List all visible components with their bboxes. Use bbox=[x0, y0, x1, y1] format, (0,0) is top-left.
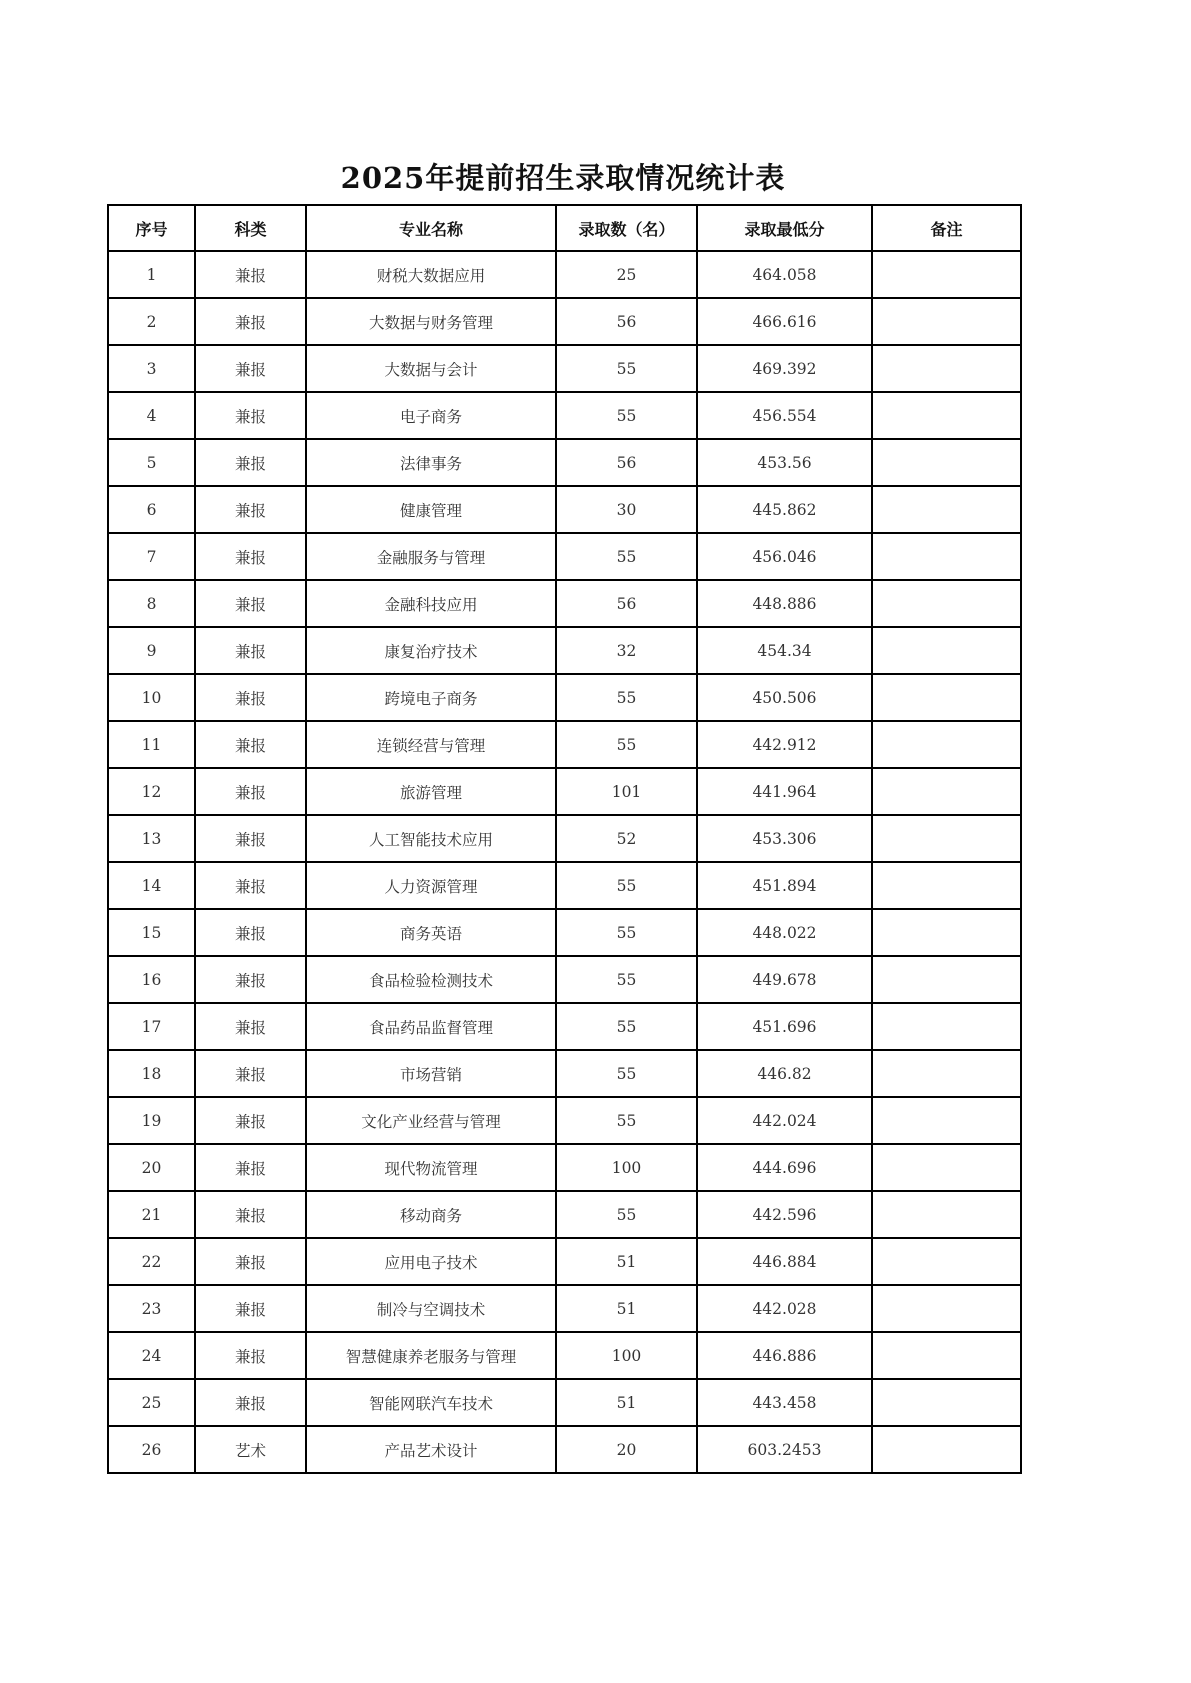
cell-serial-number: 21 bbox=[108, 1191, 195, 1238]
cell-serial-number: 24 bbox=[108, 1332, 195, 1379]
cell-min-score: 449.678 bbox=[697, 956, 872, 1003]
cell-category: 兼报 bbox=[195, 345, 306, 392]
cell-serial-number: 23 bbox=[108, 1285, 195, 1332]
cell-category: 兼报 bbox=[195, 251, 306, 298]
table-row bbox=[108, 486, 1021, 533]
cell-admission-count: 100 bbox=[556, 1144, 697, 1191]
cell-min-score: 453.306 bbox=[697, 815, 872, 862]
table-row bbox=[108, 1426, 1021, 1473]
cell-serial-number: 16 bbox=[108, 956, 195, 1003]
table-header-row bbox=[108, 205, 1021, 251]
cell-admission-count: 55 bbox=[556, 862, 697, 909]
cell-serial-number: 12 bbox=[108, 768, 195, 815]
table-row bbox=[108, 1003, 1021, 1050]
cell-major-name: 财税大数据应用 bbox=[306, 251, 556, 298]
cell-category: 兼报 bbox=[195, 1332, 306, 1379]
cell-remarks bbox=[872, 1144, 1021, 1191]
cell-remarks bbox=[872, 768, 1021, 815]
cell-major-name: 人力资源管理 bbox=[306, 862, 556, 909]
cell-major-name: 智慧健康养老服务与管理 bbox=[306, 1332, 556, 1379]
table-row bbox=[108, 392, 1021, 439]
cell-major-name: 跨境电子商务 bbox=[306, 674, 556, 721]
cell-serial-number: 13 bbox=[108, 815, 195, 862]
cell-serial-number: 8 bbox=[108, 580, 195, 627]
cell-admission-count: 55 bbox=[556, 721, 697, 768]
header-major-name: 专业名称 bbox=[306, 205, 556, 251]
document-title: 2025年提前招生录取情况统计表 bbox=[340, 161, 786, 195]
cell-remarks bbox=[872, 1238, 1021, 1285]
cell-admission-count: 100 bbox=[556, 1332, 697, 1379]
cell-admission-count: 101 bbox=[556, 768, 697, 815]
table-row bbox=[108, 1238, 1021, 1285]
table-row bbox=[108, 768, 1021, 815]
table-row bbox=[108, 439, 1021, 486]
cell-major-name: 制冷与空调技术 bbox=[306, 1285, 556, 1332]
cell-remarks bbox=[872, 1191, 1021, 1238]
cell-major-name: 现代物流管理 bbox=[306, 1144, 556, 1191]
cell-admission-count: 55 bbox=[556, 533, 697, 580]
cell-remarks bbox=[872, 533, 1021, 580]
cell-min-score: 446.886 bbox=[697, 1332, 872, 1379]
cell-admission-count: 55 bbox=[556, 909, 697, 956]
table-row bbox=[108, 298, 1021, 345]
cell-serial-number: 2 bbox=[108, 298, 195, 345]
cell-major-name: 大数据与财务管理 bbox=[306, 298, 556, 345]
cell-remarks bbox=[872, 674, 1021, 721]
table-row bbox=[108, 345, 1021, 392]
cell-serial-number: 19 bbox=[108, 1097, 195, 1144]
cell-admission-count: 55 bbox=[556, 1050, 697, 1097]
cell-serial-number: 11 bbox=[108, 721, 195, 768]
cell-category: 兼报 bbox=[195, 1144, 306, 1191]
cell-admission-count: 55 bbox=[556, 1097, 697, 1144]
cell-remarks bbox=[872, 298, 1021, 345]
cell-serial-number: 6 bbox=[108, 486, 195, 533]
table-row bbox=[108, 721, 1021, 768]
cell-serial-number: 17 bbox=[108, 1003, 195, 1050]
cell-serial-number: 26 bbox=[108, 1426, 195, 1473]
cell-min-score: 442.912 bbox=[697, 721, 872, 768]
cell-major-name: 金融服务与管理 bbox=[306, 533, 556, 580]
header-min-score: 录取最低分 bbox=[697, 205, 872, 251]
cell-min-score: 445.862 bbox=[697, 486, 872, 533]
cell-serial-number: 9 bbox=[108, 627, 195, 674]
cell-category: 兼报 bbox=[195, 1003, 306, 1050]
table-row bbox=[108, 251, 1021, 298]
cell-category: 兼报 bbox=[195, 1379, 306, 1426]
cell-min-score: 451.894 bbox=[697, 862, 872, 909]
table-row bbox=[108, 1050, 1021, 1097]
cell-remarks bbox=[872, 627, 1021, 674]
cell-category: 兼报 bbox=[195, 674, 306, 721]
table-row bbox=[108, 815, 1021, 862]
cell-min-score: 444.696 bbox=[697, 1144, 872, 1191]
cell-major-name: 金融科技应用 bbox=[306, 580, 556, 627]
cell-category: 兼报 bbox=[195, 956, 306, 1003]
cell-major-name: 康复治疗技术 bbox=[306, 627, 556, 674]
cell-major-name: 产品艺术设计 bbox=[306, 1426, 556, 1473]
cell-admission-count: 55 bbox=[556, 956, 697, 1003]
cell-category: 兼报 bbox=[195, 627, 306, 674]
cell-remarks bbox=[872, 251, 1021, 298]
cell-serial-number: 10 bbox=[108, 674, 195, 721]
table-row bbox=[108, 956, 1021, 1003]
header-serial-number: 序号 bbox=[108, 205, 195, 251]
cell-remarks bbox=[872, 486, 1021, 533]
cell-major-name: 智能网联汽车技术 bbox=[306, 1379, 556, 1426]
cell-remarks bbox=[872, 721, 1021, 768]
cell-major-name: 食品药品监督管理 bbox=[306, 1003, 556, 1050]
cell-category: 兼报 bbox=[195, 1050, 306, 1097]
cell-admission-count: 56 bbox=[556, 580, 697, 627]
cell-major-name: 连锁经营与管理 bbox=[306, 721, 556, 768]
cell-major-name: 大数据与会计 bbox=[306, 345, 556, 392]
cell-serial-number: 18 bbox=[108, 1050, 195, 1097]
cell-category: 兼报 bbox=[195, 533, 306, 580]
cell-serial-number: 7 bbox=[108, 533, 195, 580]
cell-serial-number: 1 bbox=[108, 251, 195, 298]
cell-admission-count: 51 bbox=[556, 1285, 697, 1332]
header-admission-count: 录取数（名） bbox=[556, 205, 697, 251]
cell-category: 兼报 bbox=[195, 1097, 306, 1144]
cell-major-name: 商务英语 bbox=[306, 909, 556, 956]
cell-min-score: 454.34 bbox=[697, 627, 872, 674]
cell-serial-number: 25 bbox=[108, 1379, 195, 1426]
cell-category: 艺术 bbox=[195, 1426, 306, 1473]
cell-min-score: 603.2453 bbox=[697, 1426, 872, 1473]
cell-remarks bbox=[872, 1426, 1021, 1473]
cell-min-score: 456.554 bbox=[697, 392, 872, 439]
cell-remarks bbox=[872, 862, 1021, 909]
cell-category: 兼报 bbox=[195, 1238, 306, 1285]
cell-min-score: 469.392 bbox=[697, 345, 872, 392]
cell-major-name: 移动商务 bbox=[306, 1191, 556, 1238]
cell-remarks bbox=[872, 1332, 1021, 1379]
header-category: 科类 bbox=[195, 205, 306, 251]
cell-remarks bbox=[872, 345, 1021, 392]
cell-major-name: 食品检验检测技术 bbox=[306, 956, 556, 1003]
cell-min-score: 464.058 bbox=[697, 251, 872, 298]
cell-major-name: 市场营销 bbox=[306, 1050, 556, 1097]
cell-admission-count: 55 bbox=[556, 1191, 697, 1238]
cell-min-score: 446.82 bbox=[697, 1050, 872, 1097]
cell-serial-number: 4 bbox=[108, 392, 195, 439]
table-row bbox=[108, 1332, 1021, 1379]
cell-admission-count: 55 bbox=[556, 392, 697, 439]
cell-min-score: 450.506 bbox=[697, 674, 872, 721]
cell-major-name: 电子商务 bbox=[306, 392, 556, 439]
cell-remarks bbox=[872, 580, 1021, 627]
cell-category: 兼报 bbox=[195, 862, 306, 909]
cell-remarks bbox=[872, 1003, 1021, 1050]
cell-admission-count: 51 bbox=[556, 1238, 697, 1285]
cell-major-name: 人工智能技术应用 bbox=[306, 815, 556, 862]
cell-remarks bbox=[872, 815, 1021, 862]
table-row bbox=[108, 1379, 1021, 1426]
cell-category: 兼报 bbox=[195, 298, 306, 345]
cell-category: 兼报 bbox=[195, 768, 306, 815]
cell-major-name: 应用电子技术 bbox=[306, 1238, 556, 1285]
table-row bbox=[108, 1191, 1021, 1238]
cell-admission-count: 56 bbox=[556, 439, 697, 486]
table-row bbox=[108, 1097, 1021, 1144]
cell-min-score: 448.022 bbox=[697, 909, 872, 956]
cell-category: 兼报 bbox=[195, 815, 306, 862]
cell-min-score: 451.696 bbox=[697, 1003, 872, 1050]
cell-serial-number: 14 bbox=[108, 862, 195, 909]
cell-serial-number: 20 bbox=[108, 1144, 195, 1191]
cell-min-score: 456.046 bbox=[697, 533, 872, 580]
cell-major-name: 文化产业经营与管理 bbox=[306, 1097, 556, 1144]
table-row bbox=[108, 674, 1021, 721]
cell-remarks bbox=[872, 1050, 1021, 1097]
cell-admission-count: 55 bbox=[556, 674, 697, 721]
cell-serial-number: 15 bbox=[108, 909, 195, 956]
cell-major-name: 健康管理 bbox=[306, 486, 556, 533]
cell-admission-count: 55 bbox=[556, 345, 697, 392]
cell-category: 兼报 bbox=[195, 909, 306, 956]
cell-remarks bbox=[872, 1097, 1021, 1144]
cell-admission-count: 32 bbox=[556, 627, 697, 674]
cell-admission-count: 52 bbox=[556, 815, 697, 862]
table-row bbox=[108, 909, 1021, 956]
cell-min-score: 466.616 bbox=[697, 298, 872, 345]
table-row bbox=[108, 1144, 1021, 1191]
cell-category: 兼报 bbox=[195, 486, 306, 533]
cell-min-score: 448.886 bbox=[697, 580, 872, 627]
header-remarks: 备注 bbox=[872, 205, 1021, 251]
cell-category: 兼报 bbox=[195, 1191, 306, 1238]
cell-category: 兼报 bbox=[195, 392, 306, 439]
cell-serial-number: 5 bbox=[108, 439, 195, 486]
cell-category: 兼报 bbox=[195, 580, 306, 627]
cell-min-score: 441.964 bbox=[697, 768, 872, 815]
cell-remarks bbox=[872, 909, 1021, 956]
cell-remarks bbox=[872, 1285, 1021, 1332]
table-row bbox=[108, 533, 1021, 580]
cell-admission-count: 56 bbox=[556, 298, 697, 345]
cell-admission-count: 25 bbox=[556, 251, 697, 298]
cell-serial-number: 22 bbox=[108, 1238, 195, 1285]
cell-remarks bbox=[872, 956, 1021, 1003]
cell-min-score: 443.458 bbox=[697, 1379, 872, 1426]
cell-min-score: 453.56 bbox=[697, 439, 872, 486]
cell-category: 兼报 bbox=[195, 1285, 306, 1332]
cell-min-score: 446.884 bbox=[697, 1238, 872, 1285]
table-row bbox=[108, 862, 1021, 909]
admission-statistics-table bbox=[107, 204, 1022, 1474]
cell-remarks bbox=[872, 439, 1021, 486]
cell-admission-count: 20 bbox=[556, 1426, 697, 1473]
table-row bbox=[108, 580, 1021, 627]
cell-admission-count: 30 bbox=[556, 486, 697, 533]
cell-serial-number: 3 bbox=[108, 345, 195, 392]
cell-category: 兼报 bbox=[195, 721, 306, 768]
cell-admission-count: 55 bbox=[556, 1003, 697, 1050]
cell-remarks bbox=[872, 1379, 1021, 1426]
cell-admission-count: 51 bbox=[556, 1379, 697, 1426]
cell-min-score: 442.024 bbox=[697, 1097, 872, 1144]
cell-major-name: 法律事务 bbox=[306, 439, 556, 486]
table-row bbox=[108, 627, 1021, 674]
cell-remarks bbox=[872, 392, 1021, 439]
cell-min-score: 442.028 bbox=[697, 1285, 872, 1332]
cell-category: 兼报 bbox=[195, 439, 306, 486]
cell-major-name: 旅游管理 bbox=[306, 768, 556, 815]
table-row bbox=[108, 1285, 1021, 1332]
cell-min-score: 442.596 bbox=[697, 1191, 872, 1238]
